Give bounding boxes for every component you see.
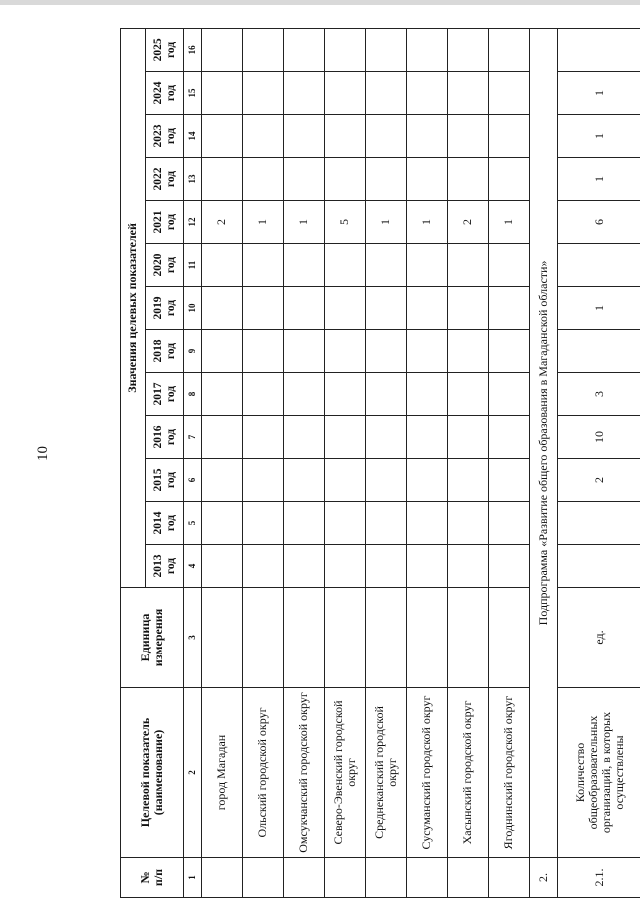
row-value: 1 <box>489 201 530 244</box>
row-value <box>366 459 407 502</box>
row-indicator-name: Омсукчанский городской округ <box>284 688 325 858</box>
row-value <box>325 72 366 115</box>
row-indicator-name: Северо-Эвенский городской округ <box>325 688 366 858</box>
row-value <box>284 28 325 71</box>
row-value <box>448 416 489 459</box>
year-header: 2024 год <box>146 72 184 115</box>
table-row <box>366 28 407 897</box>
row-value <box>448 330 489 373</box>
column-number: 2 <box>184 688 202 858</box>
row-value: 10 <box>558 416 640 459</box>
row-value: 5 <box>325 201 366 244</box>
row-value <box>489 72 530 115</box>
column-number: 9 <box>184 330 202 373</box>
row-value <box>407 459 448 502</box>
row-value: 1 <box>558 158 640 201</box>
row-value: 1 <box>558 287 640 330</box>
column-number: 12 <box>184 201 202 244</box>
row-value <box>202 28 243 71</box>
row-value: 2 <box>202 201 243 244</box>
row-number <box>284 858 325 898</box>
row-number <box>366 858 407 898</box>
year-header: 2016 год <box>146 416 184 459</box>
year-header: 2015 год <box>146 459 184 502</box>
row-value <box>407 545 448 588</box>
row-value <box>407 287 448 330</box>
row-value <box>489 244 530 287</box>
row-value <box>202 330 243 373</box>
row-value <box>407 416 448 459</box>
row-value <box>202 502 243 545</box>
row-indicator-name: Ольский городской округ <box>243 688 284 858</box>
row-value <box>366 72 407 115</box>
row-value <box>325 158 366 201</box>
row-value <box>243 330 284 373</box>
row-value <box>558 545 640 588</box>
row-value <box>243 115 284 158</box>
row-value <box>325 287 366 330</box>
row-value <box>243 158 284 201</box>
row-value <box>325 28 366 71</box>
indicators-table <box>120 28 640 898</box>
row-value <box>407 28 448 71</box>
row-value <box>366 115 407 158</box>
row-number: 2.1. <box>558 858 640 898</box>
year-header: 2023 год <box>146 115 184 158</box>
column-number: 11 <box>184 244 202 287</box>
year-header: 2018 год <box>146 330 184 373</box>
row-number <box>448 858 489 898</box>
row-value <box>448 502 489 545</box>
row-indicator-name: город Магадан <box>202 688 243 858</box>
row-value: 1 <box>284 201 325 244</box>
row-indicator-name: Количество общеобразовательных организаций, в которых осуществлены <box>558 688 640 858</box>
row-unit <box>407 588 448 688</box>
table-row <box>325 28 366 897</box>
row-unit: ед. <box>558 588 640 688</box>
row-unit <box>325 588 366 688</box>
column-number: 4 <box>184 545 202 588</box>
row-value <box>243 502 284 545</box>
row-value: 1 <box>366 201 407 244</box>
row-value <box>325 459 366 502</box>
row-value <box>202 244 243 287</box>
row-value <box>489 115 530 158</box>
row-value <box>558 502 640 545</box>
row-value: 3 <box>558 373 640 416</box>
row-value <box>284 502 325 545</box>
column-number: 16 <box>184 28 202 71</box>
row-value: 1 <box>558 72 640 115</box>
row-indicator-name: Ягоднинский городской округ <box>489 688 530 858</box>
row-value <box>448 28 489 71</box>
column-number: 13 <box>184 158 202 201</box>
row-value <box>366 287 407 330</box>
row-value <box>325 244 366 287</box>
row-value <box>366 502 407 545</box>
subprogram-number: 2. <box>530 858 558 898</box>
row-value: 2 <box>558 459 640 502</box>
row-value <box>284 459 325 502</box>
row-value <box>202 158 243 201</box>
row-value <box>448 115 489 158</box>
row-value <box>366 244 407 287</box>
header-num: № п/п <box>121 858 184 898</box>
row-indicator-name: Сусуманский городской округ <box>407 688 448 858</box>
row-unit <box>489 588 530 688</box>
row-value <box>448 373 489 416</box>
header-values: Значения целевых показателей <box>121 28 146 587</box>
row-value <box>489 330 530 373</box>
row-number <box>243 858 284 898</box>
row-value <box>448 545 489 588</box>
year-header: 2022 год <box>146 158 184 201</box>
row-value <box>284 115 325 158</box>
row-value <box>489 373 530 416</box>
table-row <box>407 28 448 897</box>
row-value <box>202 115 243 158</box>
row-value <box>243 244 284 287</box>
column-number: 8 <box>184 373 202 416</box>
row-value <box>284 287 325 330</box>
row-value <box>558 28 640 71</box>
row-value <box>489 287 530 330</box>
row-value <box>407 330 448 373</box>
row-value <box>489 158 530 201</box>
row-value <box>243 72 284 115</box>
row-value <box>243 287 284 330</box>
row-value: 2 <box>448 201 489 244</box>
column-number: 3 <box>184 588 202 688</box>
row-value <box>284 244 325 287</box>
row-value <box>407 115 448 158</box>
row-value <box>325 373 366 416</box>
row-value <box>448 158 489 201</box>
year-header: 2019 год <box>146 287 184 330</box>
row-value <box>202 287 243 330</box>
row-value <box>202 416 243 459</box>
row-value <box>366 28 407 71</box>
row-number <box>202 858 243 898</box>
row-unit <box>448 588 489 688</box>
row-value <box>284 158 325 201</box>
row-value <box>284 72 325 115</box>
row-value <box>202 545 243 588</box>
row-value <box>366 373 407 416</box>
row-value <box>325 502 366 545</box>
year-header: 2014 год <box>146 502 184 545</box>
year-header: 2021 год <box>146 201 184 244</box>
row-number <box>407 858 448 898</box>
page-number: 10 <box>35 446 51 461</box>
row-value <box>243 373 284 416</box>
row-value <box>202 459 243 502</box>
row-value <box>489 28 530 71</box>
row-value <box>284 545 325 588</box>
row-value <box>243 545 284 588</box>
row-value <box>325 330 366 373</box>
table-row <box>243 28 284 897</box>
row-unit <box>366 588 407 688</box>
column-number: 10 <box>184 287 202 330</box>
row-value <box>448 244 489 287</box>
rotated-table-container <box>120 28 627 898</box>
row-value <box>325 545 366 588</box>
table-row <box>489 28 530 897</box>
row-value <box>407 502 448 545</box>
year-header: 2013 год <box>146 545 184 588</box>
column-number: 1 <box>184 858 202 898</box>
row-value <box>448 287 489 330</box>
column-number: 5 <box>184 502 202 545</box>
row-value <box>489 459 530 502</box>
row-value <box>325 115 366 158</box>
row-value: 6 <box>558 201 640 244</box>
row-value <box>366 416 407 459</box>
row-value <box>489 416 530 459</box>
row-number <box>489 858 530 898</box>
year-header: 2025 год <box>146 28 184 71</box>
column-number: 15 <box>184 72 202 115</box>
table-row <box>284 28 325 897</box>
row-value <box>407 373 448 416</box>
year-header: 2017 год <box>146 373 184 416</box>
row-unit <box>284 588 325 688</box>
row-value <box>202 72 243 115</box>
row-value <box>284 373 325 416</box>
year-header: 2020 год <box>146 244 184 287</box>
column-number: 14 <box>184 115 202 158</box>
table-row <box>202 28 243 897</box>
column-number: 7 <box>184 416 202 459</box>
row-value <box>202 373 243 416</box>
row-value <box>558 330 640 373</box>
row-unit <box>202 588 243 688</box>
row-value <box>407 72 448 115</box>
row-indicator-name: Среднеканский городской округ <box>366 688 407 858</box>
row-value <box>489 545 530 588</box>
top-border-line <box>0 0 640 5</box>
table-row <box>558 28 640 897</box>
row-value <box>366 158 407 201</box>
row-value <box>448 459 489 502</box>
row-value <box>284 416 325 459</box>
row-unit <box>243 588 284 688</box>
row-value <box>284 330 325 373</box>
row-value <box>325 416 366 459</box>
row-value <box>366 330 407 373</box>
row-value <box>243 28 284 71</box>
row-value <box>448 72 489 115</box>
row-value: 1 <box>558 115 640 158</box>
row-value <box>243 416 284 459</box>
table-row <box>448 28 489 897</box>
row-value <box>407 158 448 201</box>
row-value <box>366 545 407 588</box>
row-number <box>325 858 366 898</box>
row-value: 1 <box>407 201 448 244</box>
row-value <box>558 244 640 287</box>
column-number: 6 <box>184 459 202 502</box>
header-indicator: Целевой показатель (наименование) <box>121 688 184 858</box>
row-value <box>243 459 284 502</box>
row-value: 1 <box>243 201 284 244</box>
header-unit: Единица измерения <box>121 588 184 688</box>
row-value <box>489 502 530 545</box>
subprogram-title: Подпрограмма «Развитие общего образования в Магаданской области» <box>530 28 558 857</box>
row-indicator-name: Хасынский городской округ <box>448 688 489 858</box>
subprogram-row <box>530 28 558 897</box>
row-value <box>407 244 448 287</box>
